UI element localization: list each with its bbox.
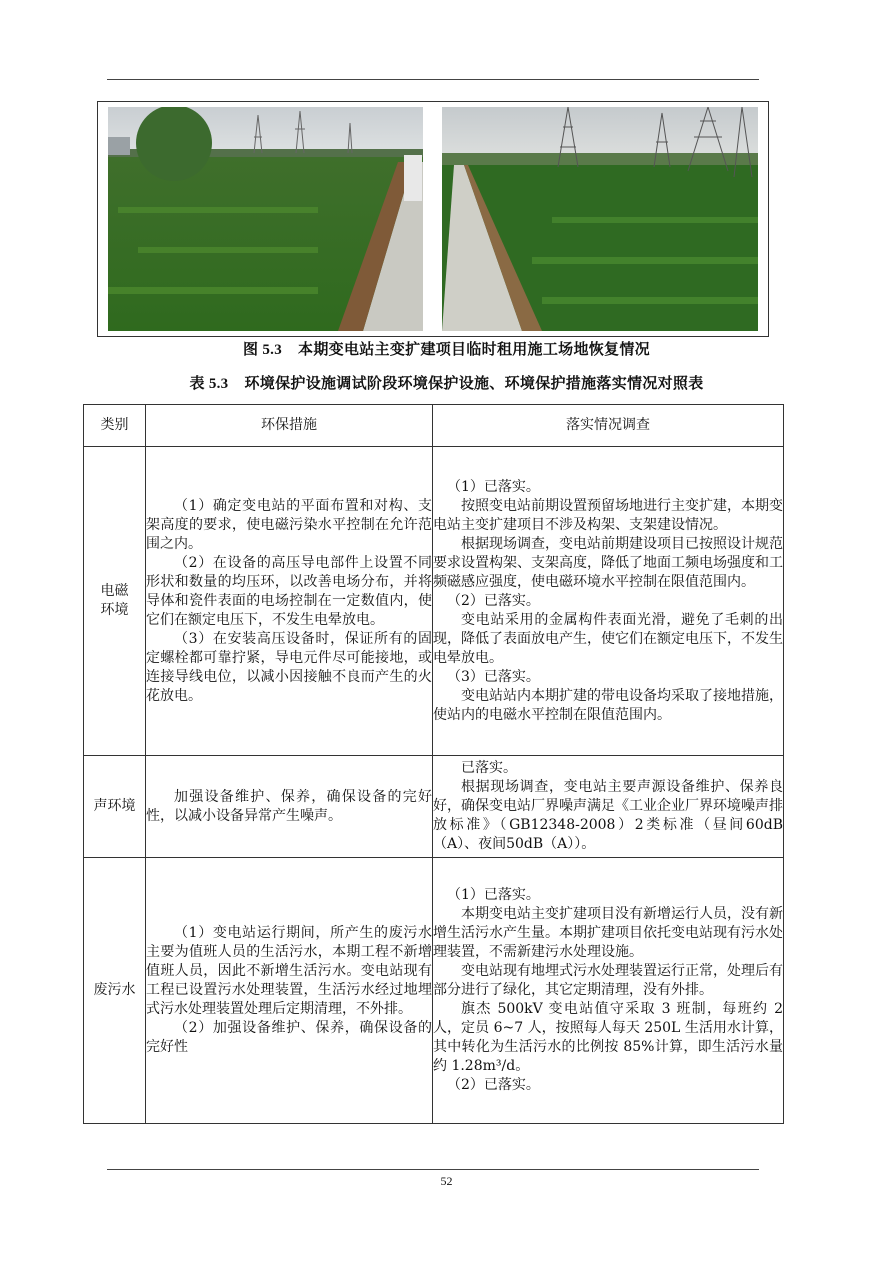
figure-caption bbox=[0, 338, 893, 359]
measure-text: （3）在安装高压设备时，保证所有的固定螺栓都可靠拧紧，导电元件尽可能接地，或连接导线电位，以减小因接触不良而产生的火花放电。 bbox=[146, 630, 432, 704]
status-text: （1）已落实。 bbox=[447, 478, 540, 495]
table-row bbox=[84, 447, 784, 756]
table-row bbox=[84, 756, 784, 858]
figure-number: 图 5.3 bbox=[243, 342, 283, 358]
status-text: （1）已落实。 bbox=[447, 887, 540, 903]
table-number: 表 5.3 bbox=[189, 376, 229, 392]
status-text: （3）已落实。 bbox=[447, 668, 540, 685]
header-rule bbox=[107, 79, 759, 80]
category-cell bbox=[84, 756, 146, 858]
status-text: 旗杰 500kV 变电站值守采取 3 班制，每班约 2 人，定员 6~7 人，按照每人每天 250L 生活用水计算，其中转化为生活污水的比例按 85%计算，即生活污水量约 1.28m³/d。 bbox=[433, 1001, 783, 1074]
status-text: （2）已落实。 bbox=[447, 592, 540, 609]
category-label: 电磁环境 bbox=[100, 583, 129, 618]
footer-rule bbox=[107, 1169, 759, 1170]
measure-text: （1）确定变电站的平面布置和对构、支架高度的要求，使电磁污染水平控制在允许范围之内。 bbox=[146, 497, 432, 552]
measures-cell bbox=[146, 756, 433, 858]
table-caption-text: 环境保护设施调试阶段环境保护设施、环境保护措施落实情况对照表 bbox=[244, 374, 704, 392]
category-label: 声环境 bbox=[93, 798, 136, 814]
status-text: 变电站采用的金属构件表面光滑，避免了毛刺的出现，降低了表面放电产生，使它们在额定电压下，不发生电晕放电。 bbox=[433, 611, 783, 666]
measures-table bbox=[83, 404, 784, 1124]
status-text: 已落实。 bbox=[461, 760, 517, 776]
measure-text: （2）在设备的高压导电部件上设置不同形状和数量的均压环，以改善电场分布，并将导体和瓷件表面的电场控制在一定数值内，使它们在额定电压下，不发生电晕放电。 bbox=[146, 554, 432, 628]
status-cell bbox=[433, 858, 784, 1124]
measures-cell bbox=[146, 858, 433, 1124]
field-photo-left bbox=[108, 107, 423, 331]
status-text: 变电站现有地埋式污水处理装置运行正常，处理后有部分进行了绿化，其它定期清理，没有外排。 bbox=[433, 963, 783, 998]
measure-text: （1）变电站运行期间，所产生的废污水主要为值班人员的生活污水，本期工程不新增值班人员，因此不新增生活污水。变电站现有工程已设置污水处理装置，生活污水经过地埋式污水处理装置处理后定期清理，不外排。 bbox=[146, 925, 432, 1017]
header-status: 落实情况调查 bbox=[433, 405, 784, 447]
table-caption bbox=[0, 372, 893, 393]
category-label: 废污水 bbox=[93, 982, 136, 998]
field-photo-right bbox=[442, 107, 758, 331]
category-cell bbox=[84, 858, 146, 1124]
header-measures: 环保措施 bbox=[146, 405, 433, 447]
measure-text: （2）加强设备维护、保养，确保设备的完好性 bbox=[146, 1020, 432, 1055]
measure-text: 加强设备维护、保养，确保设备的完好性，以减小设备异常产生噪声。 bbox=[146, 788, 432, 824]
status-text: 变电站站内本期扩建的带电设备均采取了接地措施，使站内的电磁水平控制在限值范围内。 bbox=[433, 687, 783, 723]
measures-cell bbox=[146, 447, 433, 756]
header-category: 类别 bbox=[84, 405, 146, 447]
status-text: 根据现场调查，变电站主要声源设备维护、保养良好，确保变电站厂界噪声满足《工业企业厂界环境噪声排放标准》（GB12348-2008）2类标准（昼间60dB（A）、夜间50dB（A））。 bbox=[433, 779, 783, 852]
status-text: 根据现场调查，变电站前期建设项目已按照设计规范要求设置构架、支架高度，降低了地面工频电场强度和工频磁感应强度，使电磁环境水平控制在限值范围内。 bbox=[433, 535, 783, 590]
category-cell bbox=[84, 447, 146, 756]
figure-photo-frame bbox=[97, 101, 769, 337]
status-cell bbox=[433, 756, 784, 858]
page-number: 52 bbox=[440, 1174, 453, 1188]
status-cell bbox=[433, 447, 784, 756]
figure-caption-text: 本期变电站主变扩建项目临时租用施工场地恢复情况 bbox=[298, 340, 650, 358]
status-text: 本期变电站主变扩建项目没有新增运行人员，没有新增生活污水产生量。本期扩建项目依托变电站现有污水处理装置，不需新建污水处理设施。 bbox=[433, 906, 783, 960]
table-header-row bbox=[84, 405, 784, 447]
status-text: （2）已落实。 bbox=[447, 1077, 540, 1093]
table-row bbox=[84, 858, 784, 1124]
status-text: 按照变电站前期设置预留场地进行主变扩建，本期变电站主变扩建项目不涉及构架、支架建设情况。 bbox=[433, 497, 783, 533]
